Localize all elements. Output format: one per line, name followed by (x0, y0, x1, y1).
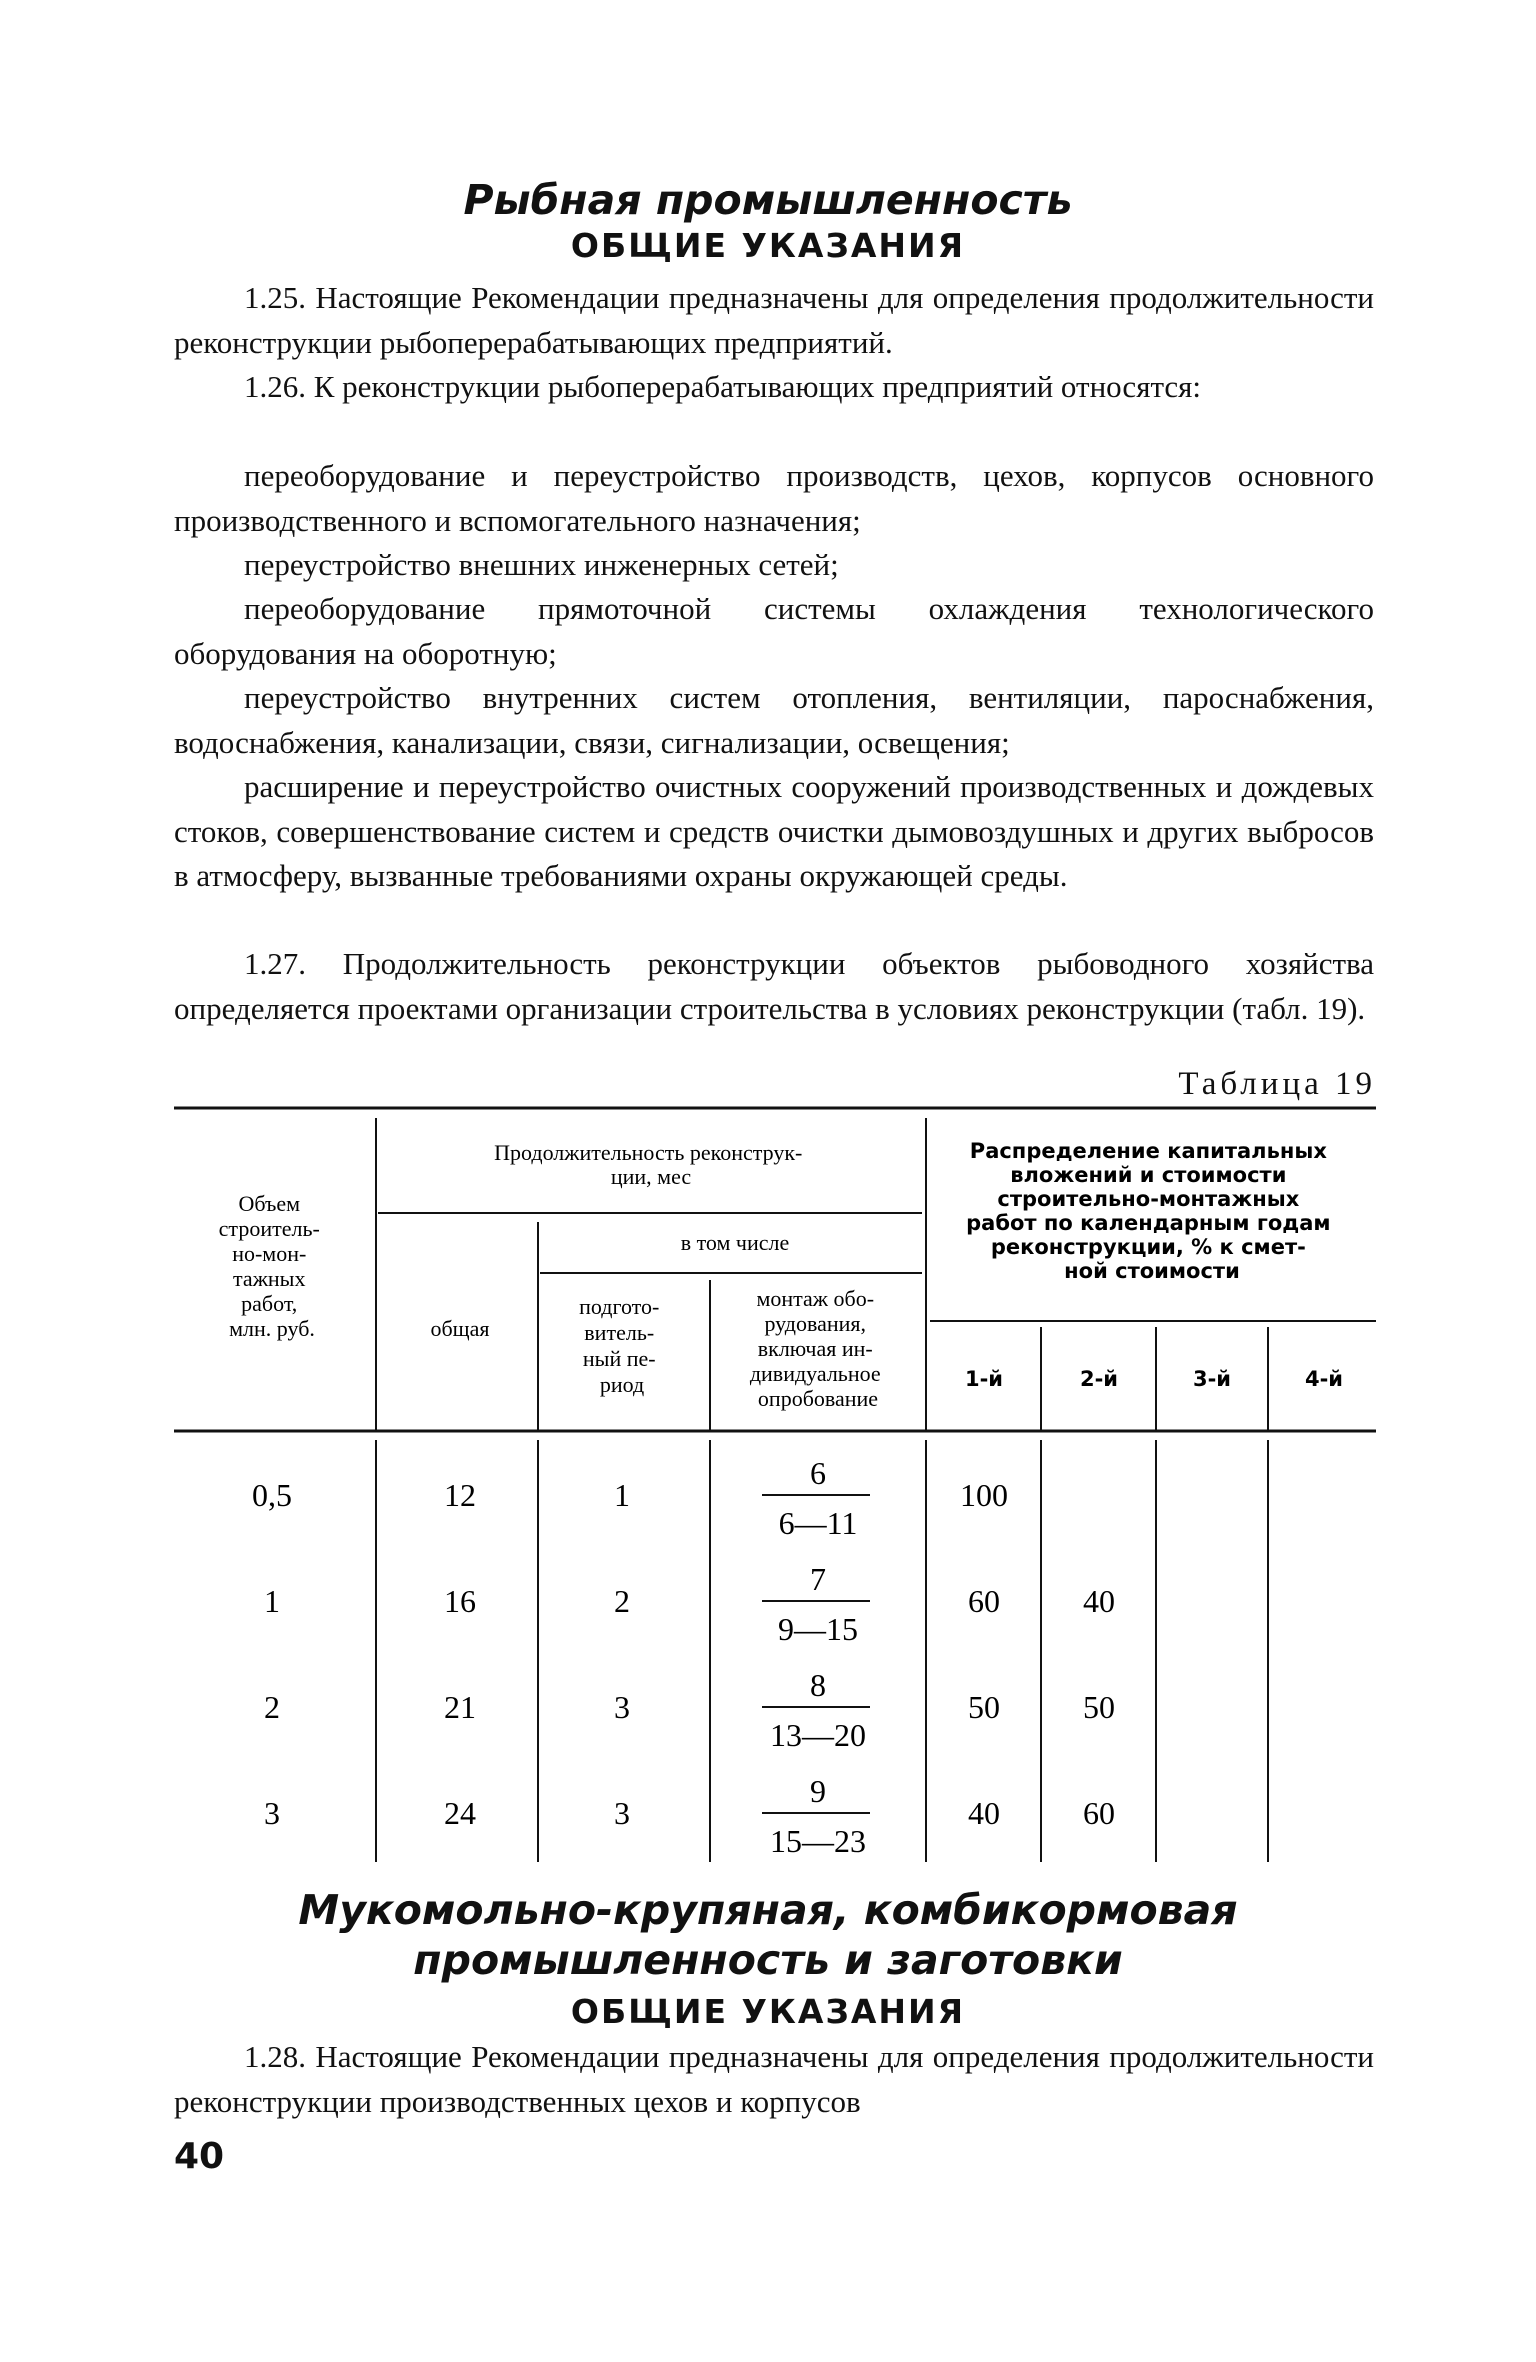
list-item: переустройство внешних инженерных сетей; (244, 547, 839, 582)
table-row (252, 1455, 1008, 1541)
cell-install-top: 6 (810, 1455, 826, 1491)
cell-year-1: 60 (968, 1583, 1000, 1619)
cell-total: 12 (444, 1477, 476, 1513)
table-row (264, 1773, 1115, 1859)
header-year-2: 2-й (1079, 1367, 1119, 1391)
header-year-3: 3-й (1192, 1367, 1232, 1391)
section-title-line-1: Мукомольно-крупяная, комбикормовая (298, 1886, 1238, 1934)
header-including: в том числе (680, 1230, 790, 1255)
cell-install-bottom: 13—20 (770, 1717, 866, 1753)
paragraph-1-25: 1.25. Настоящие Рекомендации предназначены для определения продолжительности реконструкции рыбоперерабатывающих предприятий. (174, 280, 1374, 360)
header-year-4: 4-й (1304, 1367, 1344, 1391)
table-caption: Таблица 19 (1178, 1066, 1376, 1102)
cell-volume: 1 (264, 1583, 280, 1619)
paragraph-1-26: 1.26. К реконструкции рыбоперерабатывающих предприятий относятся: (244, 369, 1202, 404)
cell-volume: 3 (264, 1795, 280, 1831)
header-volume: Объем строитель- но-мон- тажных работ, млн. руб. (218, 1191, 320, 1341)
section-title-line-2: промышленность и заготовки (413, 1936, 1123, 1984)
header-duration: Продолжительность реконструк- ции, мес (494, 1140, 803, 1189)
cell-prep: 3 (614, 1795, 630, 1831)
cell-prep: 3 (614, 1689, 630, 1725)
cell-volume: 0,5 (252, 1477, 292, 1513)
paragraph-1-28: 1.28. Настоящие Рекомендации предназначены для определения продолжительности реконструкции производственных цехов и корпусов (174, 2039, 1374, 2119)
list-item: переоборудование и переустройство производств, цехов, корпусов основного производственного и вспомогательного назначения; (174, 458, 1374, 538)
list-item: переустройство внутренних систем отопления, вентиляции, пароснабжения, водоснабжения, канализации, связи, сигнализации, освещения; (174, 680, 1374, 760)
cell-prep: 1 (614, 1477, 630, 1513)
cell-volume: 2 (264, 1689, 280, 1725)
section-title: Рыбная промышленность (463, 176, 1073, 224)
header-year-1: 1-й (964, 1367, 1004, 1391)
cell-install-bottom: 6—11 (778, 1505, 858, 1541)
header-prep-period: подгото- витель- ный пе- риод (579, 1294, 660, 1397)
table-row (264, 1561, 1115, 1647)
cell-install-top: 8 (810, 1667, 826, 1703)
cell-year-2: 50 (1083, 1689, 1115, 1725)
section-heading: ОБЩИЕ УКАЗАНИЯ (570, 226, 966, 265)
header-total: общая (430, 1316, 490, 1341)
paragraph-1-27: 1.27. Продолжительность реконструкции объектов рыбоводного хозяйства определяется проектами организации строительства в условиях реконструкции (табл. 19). (174, 946, 1374, 1026)
cell-year-1: 40 (968, 1795, 1000, 1831)
cell-prep: 2 (614, 1583, 630, 1619)
cell-year-2: 60 (1083, 1795, 1115, 1831)
list-item: переоборудование прямоточной системы охлаждения технологического оборудования на оборотную; (174, 591, 1374, 671)
cell-year-2: 40 (1083, 1583, 1115, 1619)
cell-total: 16 (444, 1583, 476, 1619)
cell-install-bottom: 9—15 (778, 1611, 858, 1647)
cell-install-top: 7 (810, 1561, 826, 1597)
cell-total: 21 (444, 1689, 476, 1725)
table-row (264, 1667, 1115, 1753)
cell-install-top: 9 (810, 1773, 826, 1809)
header-distribution: Распределение капитальных вложений и стоимости строительно-монтажных работ по календарным годам реконструкции, % к смет- ной стоимости (966, 1139, 1331, 1283)
list-item: расширение и переустройство очистных сооружений производственных и дождевых стоков, совершенствование систем и средств очистки дымовоздушных и других выбросов в атмосферу, вызванные требованиями охраны окружающей среды. (174, 769, 1374, 893)
cell-year-1: 100 (960, 1477, 1008, 1513)
section-heading-2: ОБЩИЕ УКАЗАНИЯ (570, 1992, 966, 2031)
cell-install-bottom: 15—23 (770, 1823, 866, 1859)
cell-total: 24 (444, 1795, 476, 1831)
page-number: 40 (174, 2136, 225, 2177)
header-installation: монтаж обо- рудования, включая ин- дивидуальное опробование (749, 1286, 881, 1411)
cell-year-1: 50 (968, 1689, 1000, 1725)
